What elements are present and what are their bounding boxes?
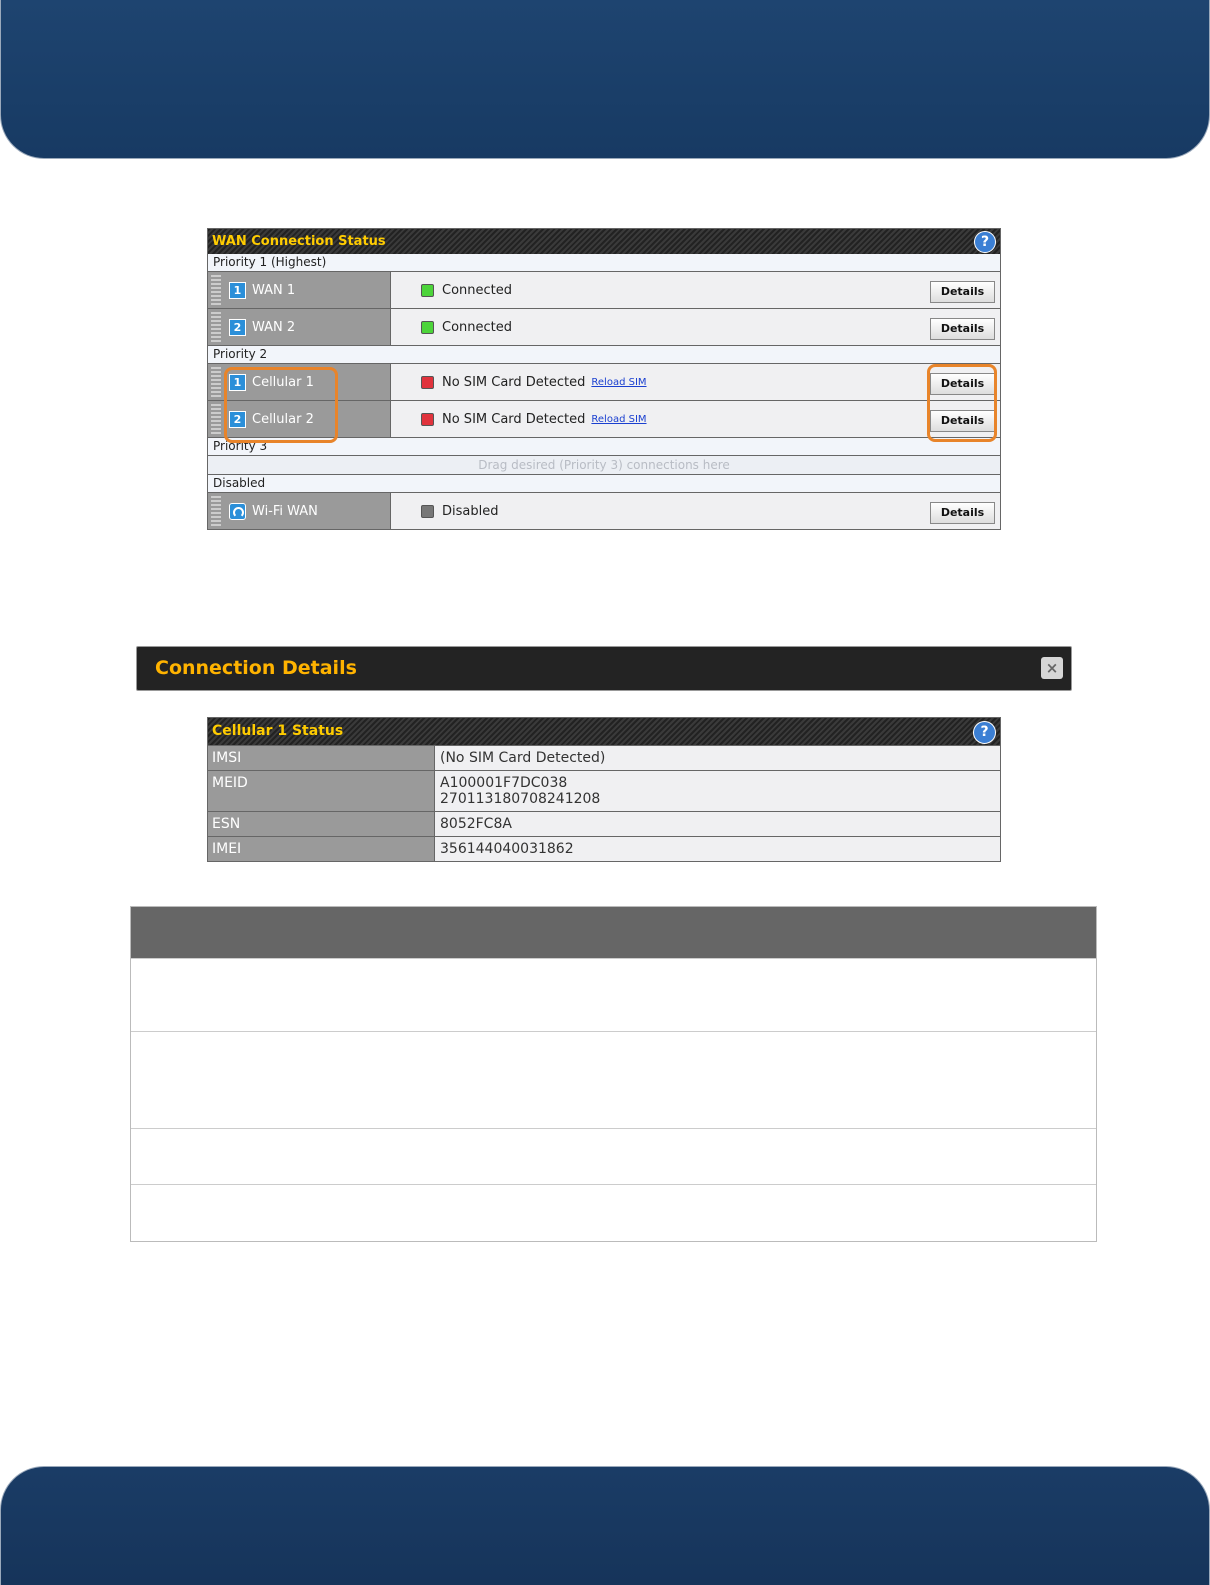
connection-status-cell <box>391 272 1000 308</box>
connection-status-text: Connected <box>442 319 513 335</box>
row-label: IMEI <box>208 837 435 861</box>
page-footer-banner <box>0 1466 1210 1585</box>
drag-handle-icon[interactable] <box>211 404 221 434</box>
details-button[interactable]: Details <box>930 281 995 303</box>
wan-number-icon: 2 <box>229 319 246 336</box>
priority-3-header: Priority 3 <box>208 438 1000 456</box>
connection-status-cell <box>391 401 1000 437</box>
details-button[interactable]: Details <box>930 373 995 395</box>
row-label: ESN <box>208 812 435 836</box>
connection-name: WAN 2 <box>252 319 296 335</box>
connection-status-text: No SIM Card Detected <box>442 374 586 390</box>
status-led-icon <box>421 413 434 426</box>
cellular-number-icon: 1 <box>229 374 246 391</box>
details-button[interactable]: Details <box>930 410 995 432</box>
row-value: (No SIM Card Detected) <box>435 746 1000 770</box>
details-buttons-highlight <box>927 364 997 442</box>
row-value: 356144040031862 <box>435 837 1000 861</box>
reload-sim-link[interactable]: Reload SIM <box>591 413 647 425</box>
drag-handle-icon[interactable] <box>211 367 221 397</box>
drag-handle-icon[interactable] <box>211 496 221 526</box>
cellular-panel-title-text: Cellular 1 Status <box>212 723 344 739</box>
meid-hex-value: A100001F7DC038 <box>440 775 568 791</box>
connection-status-text: Connected <box>442 282 513 298</box>
status-led-icon <box>421 376 434 389</box>
connection-row-wan-2[interactable] <box>208 309 1000 346</box>
row-label: IMSI <box>208 746 435 770</box>
wan-panel-title <box>208 229 1000 254</box>
cellular-row-imei <box>208 836 1000 861</box>
table-row <box>131 958 1096 1031</box>
close-icon[interactable]: × <box>1041 657 1063 679</box>
cellular-row-imsi <box>208 745 1000 770</box>
wan-number-icon: 1 <box>229 282 246 299</box>
details-button[interactable]: Details <box>930 502 995 524</box>
meid-decimal-value: 270113180708241208 <box>440 791 601 807</box>
status-led-icon <box>421 321 434 334</box>
help-icon[interactable]: ? <box>974 231 996 253</box>
help-icon[interactable]: ? <box>973 721 996 744</box>
connection-row-wan-1[interactable] <box>208 272 1000 309</box>
row-value: 8052FC8A <box>435 812 1000 836</box>
priority-2-header: Priority 2 <box>208 346 1000 364</box>
table-row <box>131 1031 1096 1128</box>
priority-3-drop-zone[interactable]: Drag desired (Priority 3) connections here <box>208 456 1000 475</box>
connection-name-cell[interactable] <box>208 272 391 308</box>
cellular-row-meid <box>208 770 1000 811</box>
row-label: MEID <box>208 771 435 811</box>
connection-name-cell[interactable] <box>208 309 391 345</box>
connection-name: WAN 1 <box>252 282 296 298</box>
connection-name: Cellular 2 <box>252 411 314 427</box>
page-header-banner <box>0 0 1210 159</box>
connection-status-text: Disabled <box>442 503 499 519</box>
connection-name-cell[interactable] <box>208 493 391 529</box>
cellular-names-highlight <box>224 367 338 443</box>
disabled-header: Disabled <box>208 475 1000 493</box>
drag-handle-icon[interactable] <box>211 275 221 305</box>
row-value <box>435 771 1000 811</box>
connection-status-cell <box>391 493 1000 529</box>
dialog-title: Connection Details <box>155 657 357 679</box>
priority-1-header: Priority 1 (Highest) <box>208 254 1000 272</box>
description-table <box>130 906 1097 1242</box>
connection-status-text: No SIM Card Detected <box>442 411 586 427</box>
connection-details-dialog-bar <box>136 646 1072 691</box>
wifi-icon <box>229 503 246 520</box>
table-header <box>131 907 1096 958</box>
table-row <box>131 1184 1096 1241</box>
table-row <box>131 1128 1096 1184</box>
wan-panel-title-text: WAN Connection Status <box>212 234 386 249</box>
connection-status-cell <box>391 309 1000 345</box>
details-button[interactable]: Details <box>930 318 995 340</box>
reload-sim-link[interactable]: Reload SIM <box>591 376 647 388</box>
cellular-panel-title <box>208 718 1000 745</box>
cellular-status-panel <box>207 717 1001 862</box>
cellular-number-icon: 2 <box>229 411 246 428</box>
cellular-row-esn <box>208 811 1000 836</box>
connection-row-wifi-wan[interactable] <box>208 493 1000 529</box>
connection-name: Wi-Fi WAN <box>252 503 318 519</box>
status-led-icon <box>421 505 434 518</box>
status-led-icon <box>421 284 434 297</box>
connection-status-cell <box>391 364 1000 400</box>
connection-name: Cellular 1 <box>252 374 314 390</box>
drag-handle-icon[interactable] <box>211 312 221 342</box>
